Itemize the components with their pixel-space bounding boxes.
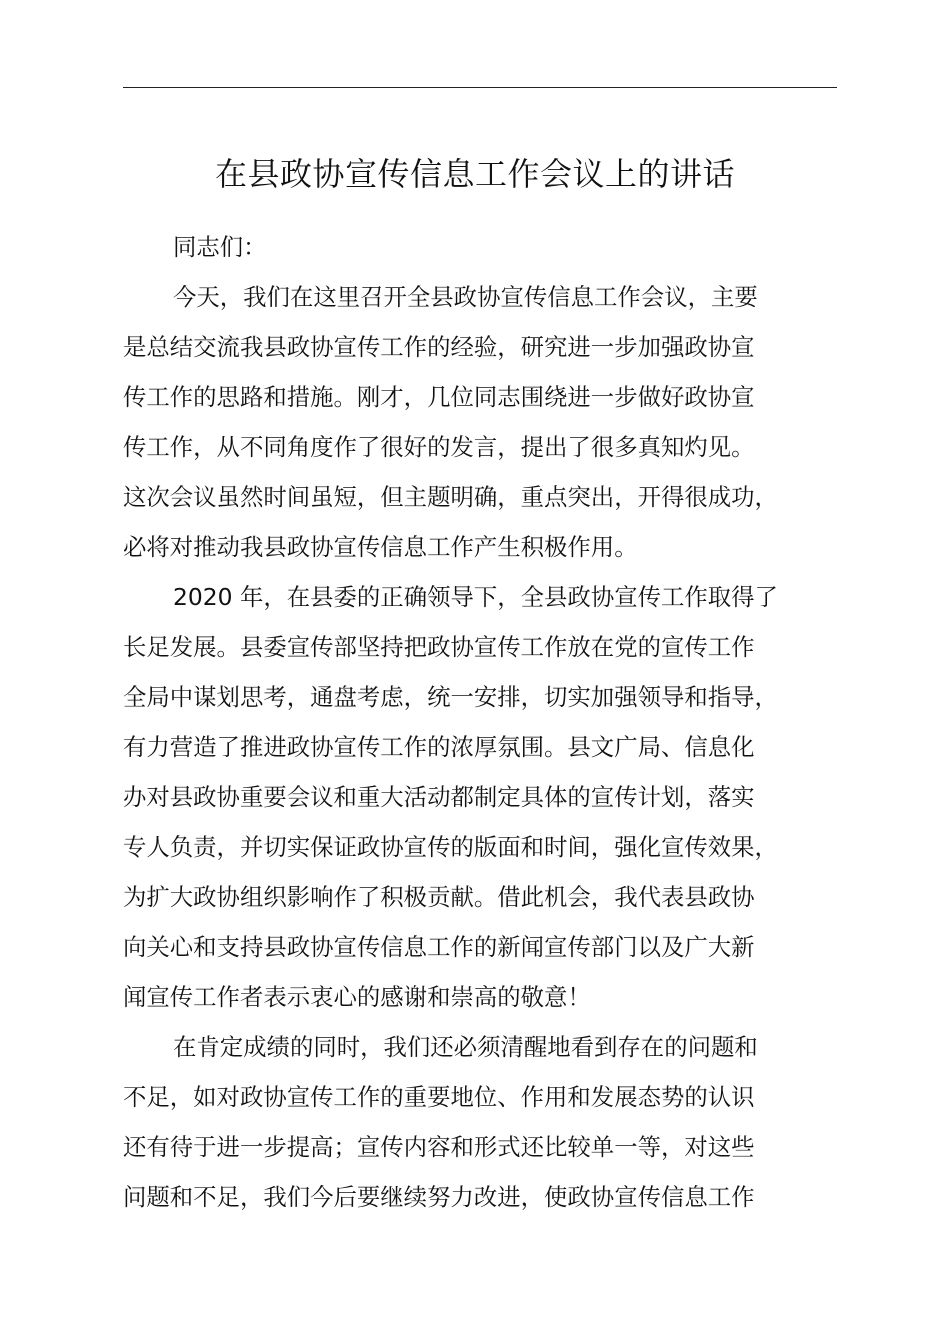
body-line: 这次会议虽然时间虽短，但主题明确，重点突出，开得很成功， (123, 483, 778, 511)
body-line: 闻宣传工作者表示衷心的感谢和崇高的敬意！ (123, 983, 591, 1011)
body-line: 有力营造了推进政协宣传工作的浓厚氛围。县文广局、信息化 (123, 733, 755, 761)
body-line: 今天，我们在这里召开全县政协宣传信息工作会议，主要 (173, 283, 758, 311)
body-line: 同志们： (173, 233, 267, 261)
body-line: 长足发展。县委宣传部坚持把政协宣传工作放在党的宣传工作 (123, 633, 755, 661)
body-line: 为扩大政协组织影响作了积极贡献。借此机会，我代表县政协 (123, 883, 755, 911)
body-line: 2020 年，在县委的正确领导下，全县政协宣传工作取得了 (173, 583, 778, 611)
body-line: 在肯定成绩的同时，我们还必须清醒地看到存在的问题和 (173, 1033, 758, 1061)
body-line: 传工作，从不同角度作了很好的发言，提出了很多真知灼见。 (123, 433, 755, 461)
body-line: 还有待于进一步提高；宣传内容和形式还比较单一等，对这些 (123, 1133, 755, 1161)
body-line: 必将对推动我县政协宣传信息工作产生积极作用。 (123, 533, 638, 561)
body-line: 向关心和支持县政协宣传信息工作的新闻宣传部门以及广大新 (123, 933, 755, 961)
body-line: 全局中谋划思考，通盘考虑，统一安排，切实加强领导和指导， (123, 683, 778, 711)
body-line: 是总结交流我县政协宣传工作的经验，研究进一步加强政协宣 (123, 333, 755, 361)
document-title: 在县政协宣传信息工作会议上的讲话 (214, 155, 735, 193)
body-line: 办对县政协重要会议和重大活动都制定具体的宣传计划，落实 (123, 783, 755, 811)
document-body (123, 222, 863, 1222)
header-rule (123, 87, 837, 88)
body-line: 问题和不足，我们今后要继续努力改进，使政协宣传信息工作 (123, 1183, 755, 1211)
body-line: 专人负责，并切实保证政协宣传的版面和时间，强化宣传效果， (123, 833, 778, 861)
body-line: 传工作的思路和措施。刚才，几位同志围绕进一步做好政协宣 (123, 383, 755, 411)
body-line: 不足，如对政协宣传工作的重要地位、作用和发展态势的认识 (123, 1083, 755, 1111)
